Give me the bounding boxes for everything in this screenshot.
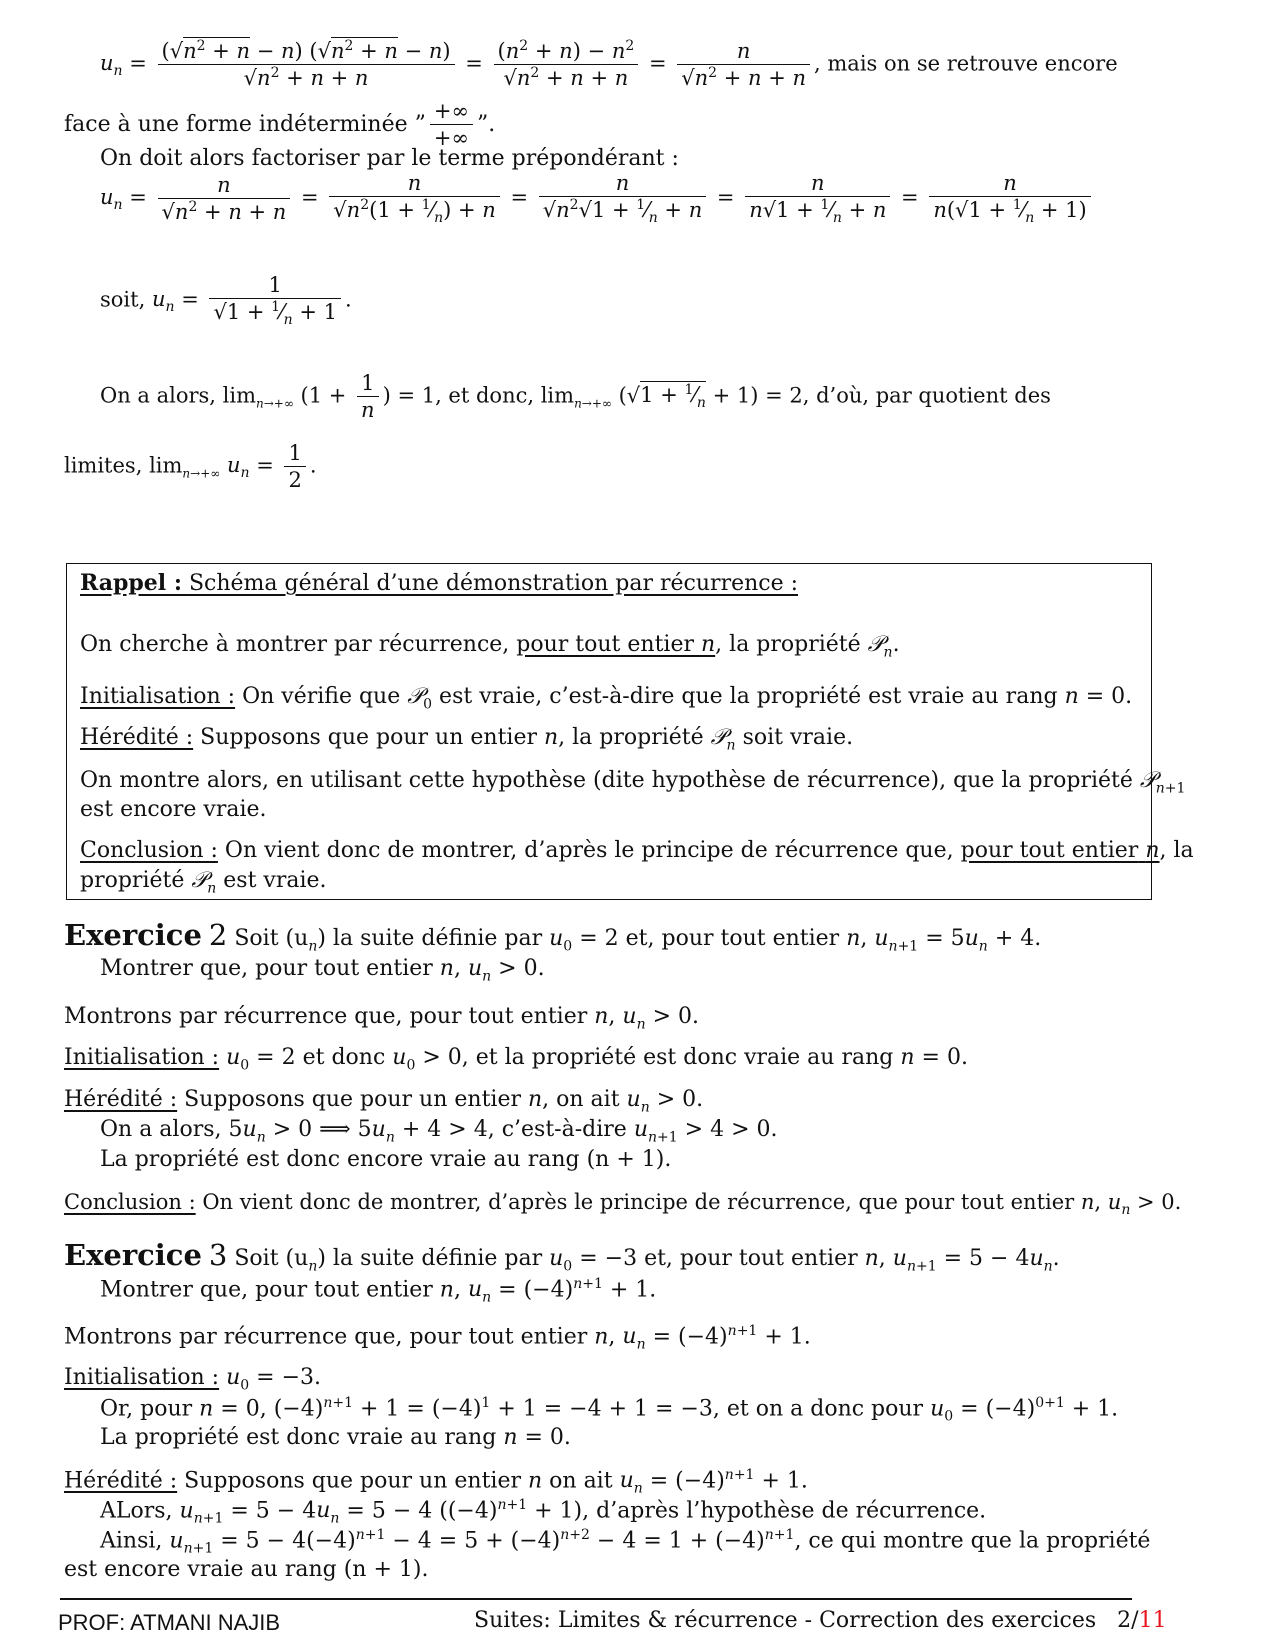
heredite-label: Hérédité : — [64, 1468, 178, 1494]
exercice-title: Exercice — [64, 918, 202, 952]
equation-line-6: On a alors, $\lim_{n\to+\infty} (1$ + $\frac{1}{n}$ ) = 1, et donc, $\lim_{n\to+\infty} (√1$ + $^1⁄_n + 1) = 2$, d’où, par quotient des — [100, 371, 1051, 423]
text: soit, — [100, 287, 146, 312]
rappel-conclusion: Conclusion : On vient donc de montrer, d’après le principe de récurrence que, pour tout entier n, la — [80, 838, 1194, 863]
text: limites, — [64, 453, 143, 478]
ex3-init-3: La propriété est donc vraie au rang n = 0. — [100, 1425, 571, 1450]
text: On cherche à montrer par récurrence, — [80, 632, 510, 657]
rappel-line-4: On montre alors, en utilisant cette hypothèse (dite hypothèse de récurrence), que la propriété 𝒫$_{n+1}$ — [80, 768, 1186, 797]
text: face à une forme indéterminée — [64, 111, 408, 137]
page-separator: / — [1131, 1608, 1139, 1633]
equation-line-1: $u_n$ = $\frac{(√n^2 + n - n) (√n^2 + n - n)}{√n^2 + n + n}$ = $\frac{(n^2 + n) - n^2}{√n^2 + n + n}$ = $\frac{n}{√n^2 + n + n}$ , mais on se retrouve encore — [100, 38, 1118, 91]
text: , ce qui montre que la propriété — [794, 1528, 1151, 1554]
equation-line-4: $u_n$ = $\frac{n}{√n^2 + n + n}$ = $\frac{n}{√n^2(1 + ^1⁄_n) + n}$ = $\frac{n}{√n^2√1 + ^1⁄_n + n}$ = $\frac{n}{n√1 + ^1⁄_n + n}$ = $\frac{n}{n(√1 + ^1⁄_n + 1)}$ — [100, 170, 1095, 228]
text: ) la suite définie par — [317, 1246, 543, 1271]
text-continuation: , mais on se retrouve encore — [814, 51, 1118, 76]
ex3-heredite-4 — [64, 1557, 428, 1582]
exercice-3-question: Montrer que, pour tout entier n, $u_n = (-4)^{n+1} + 1$. — [100, 1276, 657, 1306]
text: = 1, et donc, — [397, 383, 535, 408]
ex3-heredite-2: ALors, $u_{n+1} = 5 - 4u_n = 5 - 4$ $((-4)^{n+1} + 1)$, d’après l’hypothèse de récurrence. — [100, 1497, 987, 1527]
text: Montrer que, pour tout entier — [100, 956, 433, 981]
text: On vient donc de montrer, d’après le principe de récurrence, que pour tout entier — [202, 1190, 1075, 1214]
text: est vraie, c’est-à-dire que la propriété est vraie au rang — [439, 684, 1058, 709]
text: , on ait — [542, 1087, 620, 1112]
text: On a alors, — [100, 383, 216, 408]
init-label: Initialisation : — [80, 684, 236, 709]
equation-line-7: limites, $\lim_{n\to+\infty} u_n$ = $\frac{1}{2}$ . — [64, 441, 317, 493]
text: pour tout entier — [516, 632, 694, 657]
text: pour tout entier — [960, 838, 1139, 863]
text: , la propriété — [715, 632, 861, 657]
rappel-conclusion-2: propriété 𝒫$_n$ est vraie. — [80, 868, 327, 897]
text: On vient donc de montrer, d’après le principe de récurrence que, — [224, 838, 954, 863]
equation-line-5: soit, $u_n$ = $\frac{1}{√1 + ^1⁄_n + 1}$ . — [100, 273, 352, 329]
ex3-init-2: Or, pour n = 0, $(-4)^{n+1} + 1 = (-4)^1 + 1 = -4 + 1 = -3$, et on a donc pour $u_0 = (-4)^{0+1} + 1$. — [100, 1395, 1119, 1425]
text: est encore vraie. — [80, 797, 267, 822]
text: Ainsi, — [100, 1528, 163, 1554]
footer-doc-title: Suites: Limites & récurrence - Correction des exercices — [474, 1608, 1097, 1633]
text: et donc — [302, 1045, 386, 1070]
rappel-label: Rappel : — [80, 570, 182, 596]
text: Montrons par récurrence que, pour tout entier — [64, 1004, 588, 1029]
text: Soit (u — [234, 926, 309, 951]
text: = 2, d’où, par quotient des — [765, 383, 1051, 408]
ex2-heredite-3 — [100, 1147, 671, 1172]
rappel-line-4b — [80, 797, 267, 822]
ex2-heredite-2: On a alors, $5u_n > 0$ ⟹ $5u_n + 4 > 4$, c’est-à-dire $u_{n+1} > 4 > 0$. — [100, 1117, 778, 1146]
rappel-subtitle: Schéma général d’une démonstration par récurrence : — [188, 571, 799, 596]
exercice-title: Exercice — [64, 1238, 202, 1272]
text: , et la propriété est donc vraie au rang — [461, 1045, 894, 1070]
text: , d’après l’hypothèse de récurrence. — [582, 1498, 987, 1524]
footer-author: PROF: ATMANI NAJIB — [58, 1610, 281, 1635]
exercice-2-heading: Exercice 2 Soit $(u_n)$ la suite définie par $u_0 = 2$ et, pour tout entier n, $u_{n+1} = 5u_n + 4$. — [64, 918, 1042, 955]
ex3-proof-intro: Montrons par récurrence que, pour tout entier n, $u_n = (-4)^{n+1} + 1$. — [64, 1323, 811, 1353]
exercice-number: 2 — [208, 918, 228, 952]
text: On vérifie que — [242, 684, 401, 709]
text: , et on a donc pour — [712, 1396, 924, 1422]
rappel-line-1: On cherche à montrer par récurrence, pour tout entier n, la propriété 𝒫$_n$. — [80, 632, 900, 661]
text: soit vraie. — [742, 725, 854, 750]
heredite-label: Hérédité : — [80, 725, 194, 750]
text: Supposons que pour un entier — [200, 725, 537, 750]
text: La propriété est donc encore vraie au rang (n + 1). — [100, 1147, 672, 1172]
ex3-heredite: Hérédité : Supposons que pour un entier n on ait $u_n = (-4)^{n+1} + 1$. — [64, 1467, 808, 1497]
text: La propriété est donc vraie au rang — [100, 1425, 497, 1450]
indeterminate-form-line: face à une forme indéterminée ” $\frac{+\infty}{+\infty}$ ”. — [64, 99, 496, 151]
text: Montrons par récurrence que, pour tout entier — [64, 1324, 588, 1350]
ex2-heredite: Hérédité : Supposons que pour un entier n, on ait $u_n > 0$. — [64, 1087, 704, 1116]
rappel-title — [80, 570, 798, 596]
ex2-conclusion: Conclusion : On vient donc de montrer, d’après le principe de récurrence, que pour tout entier n, $u_n > 0$. — [64, 1190, 1182, 1219]
text: On a alors, — [100, 1117, 222, 1142]
conclusion-label: Conclusion : — [80, 838, 218, 863]
exercice-3-heading: Exercice 3 Soit $(u_n)$ la suite définie par $u_0 = -3$ et, pour tout entier n, $u_{n+1} = 5 - 4u_n$. — [64, 1238, 1060, 1275]
text: Or, pour — [100, 1396, 193, 1422]
text: , la — [1159, 838, 1194, 863]
exercice-2-question: Montrer que, pour tout entier n, $u_n > 0$. — [100, 956, 545, 985]
text: , la propriété — [558, 725, 704, 750]
text: est encore vraie au rang (n + 1). — [64, 1557, 429, 1582]
text: , c’est-à-dire — [487, 1117, 627, 1142]
text: Montrer que, pour tout entier — [100, 1277, 433, 1303]
rappel-heredite: Hérédité : Supposons que pour un entier n, la propriété 𝒫$_n$ soit vraie. — [80, 725, 854, 754]
ex2-proof-intro: Montrons par récurrence que, pour tout entier n, $u_n > 0$. — [64, 1004, 700, 1033]
heredite-label: Hérédité : — [64, 1087, 178, 1112]
text: Supposons que pour un entier — [184, 1468, 521, 1494]
page-total-link[interactable]: 11 — [1138, 1608, 1167, 1633]
ex3-heredite-3: Ainsi, $u_{n+1} = 5 - 4(-4)^{n+1} - 4 = 5 + (-4)^{n+2} - 4 = 1 + (-4)^{n+1}$, ce qui montre que la propriété — [100, 1527, 1151, 1557]
conclusion-label: Conclusion : — [64, 1190, 196, 1214]
factor-sentence — [100, 146, 679, 171]
text: On doit alors factoriser par le terme prépondérant : — [100, 146, 679, 171]
text: Soit (u — [234, 1246, 309, 1271]
footer-rule — [60, 1598, 1132, 1600]
footer-title — [474, 1608, 1167, 1633]
text: propriété — [80, 868, 185, 893]
init-label: Initialisation : — [64, 1045, 220, 1070]
ex2-init: Initialisation : $u_0 = 2$ et donc $u_0 > 0$, et la propriété est donc vraie au rang n = 0. — [64, 1045, 968, 1074]
text: et, pour tout entier — [644, 1246, 858, 1271]
rappel-init: Initialisation : On vérifie que 𝒫$_0$ est vraie, c’est-à-dire que la propriété est vraie au rang n = 0. — [80, 684, 1133, 713]
exercice-number: 3 — [208, 1238, 228, 1272]
ex3-init: Initialisation : $u_0 = -3$. — [64, 1365, 322, 1394]
init-label: Initialisation : — [64, 1365, 220, 1390]
text: Supposons que pour un entier — [184, 1087, 521, 1112]
text: et, pour tout entier — [625, 926, 840, 951]
text: est vraie. — [223, 868, 327, 893]
page-number: 2 — [1117, 1608, 1132, 1633]
text: On montre alors, en utilisant cette hypothèse (dite hypothèse de récurrence), que la propriété — [80, 768, 1133, 793]
text: ) la suite définie par — [317, 926, 543, 951]
text: on ait — [549, 1468, 613, 1494]
text: ALors, — [100, 1498, 173, 1524]
